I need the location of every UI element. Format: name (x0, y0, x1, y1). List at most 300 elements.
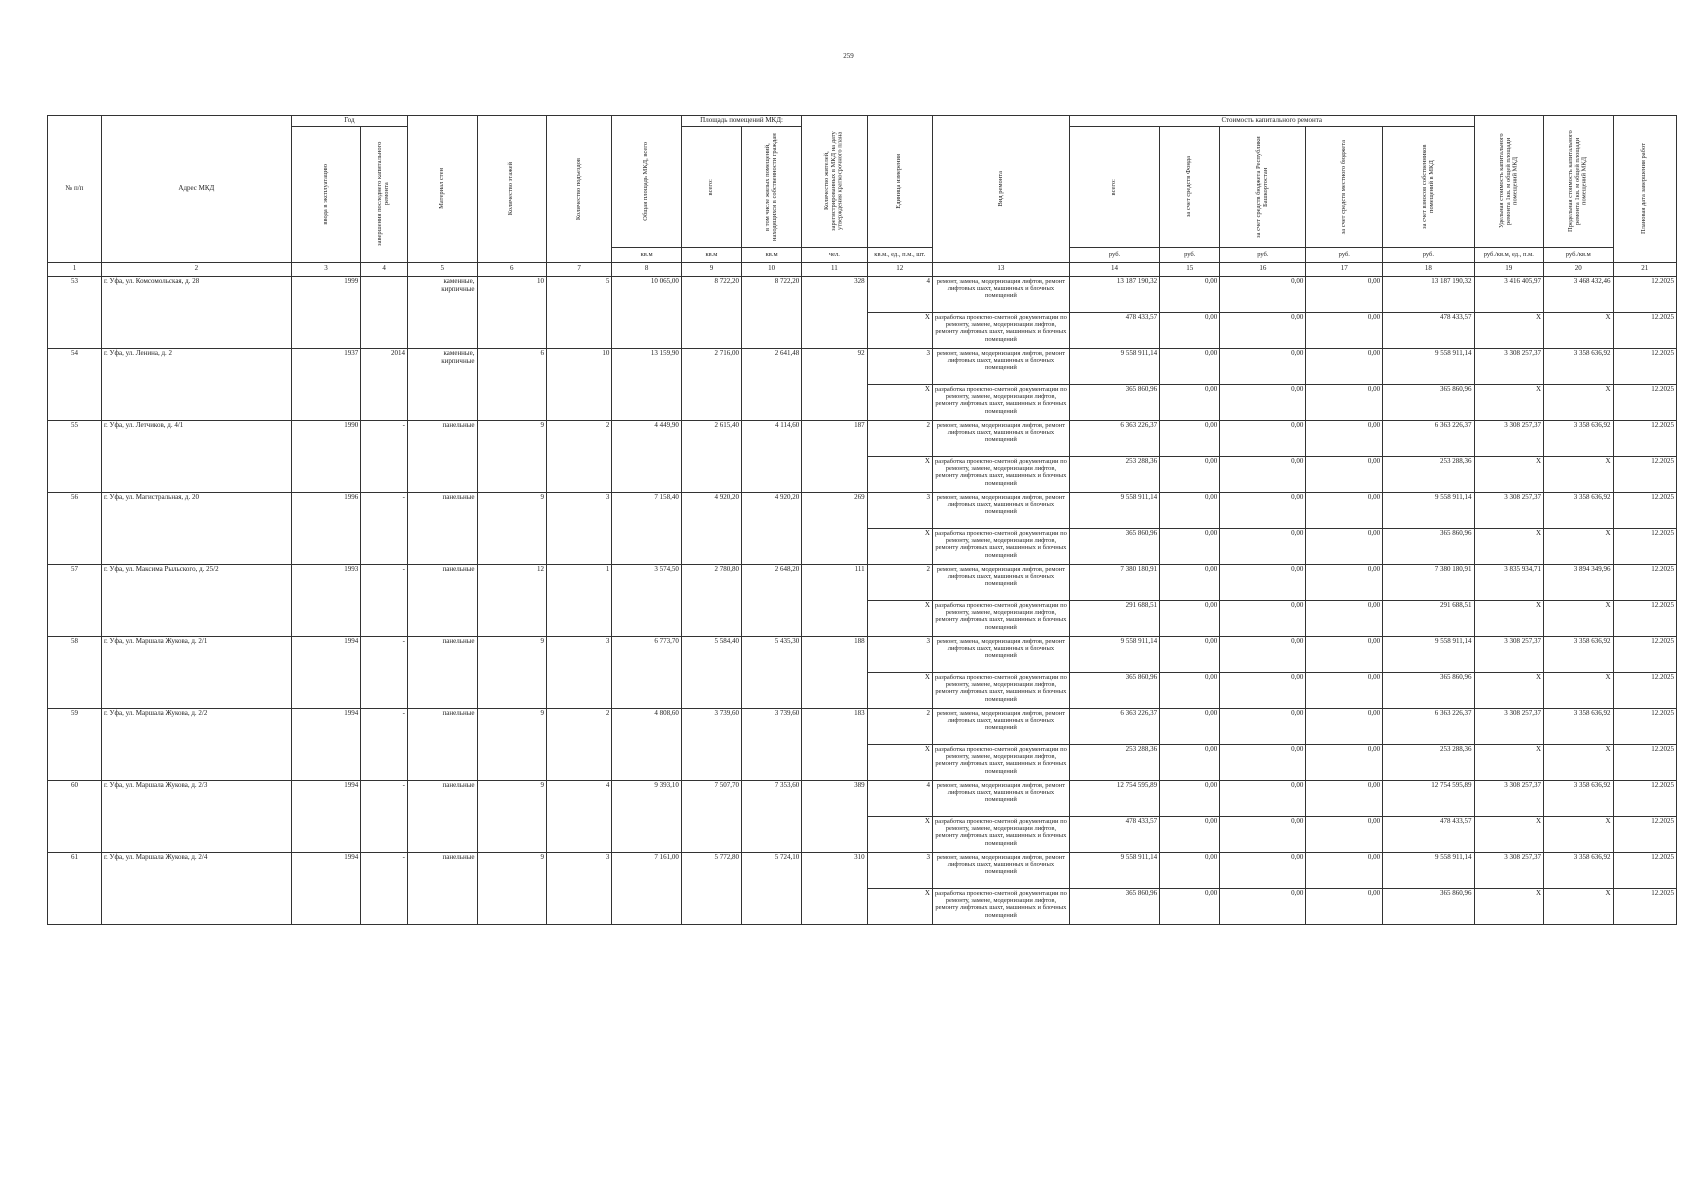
row-residents: 328 (802, 276, 867, 348)
unit-cost: X (1474, 600, 1544, 636)
row-year-built: 1990 (291, 420, 361, 492)
row-total-area: 7 161,00 (612, 852, 682, 924)
unit-area-contrib: кв.м (742, 247, 802, 262)
column-number: 9 (681, 262, 741, 276)
header-residents: Количество жителей, зарегистрированных в МКД на дату утверждения краткосрочного плана (823, 131, 844, 232)
cost-fund: 0,00 (1160, 348, 1220, 384)
cost-local: 0,00 (1306, 888, 1383, 924)
cost-total: 365 860,96 (1069, 672, 1159, 708)
header-address: Адрес МКД (101, 116, 291, 263)
cost-republic: 0,00 (1220, 384, 1306, 420)
row-year-built: 1994 (291, 852, 361, 924)
cost-owners: 253 288,36 (1383, 744, 1474, 780)
row-floors: 9 (477, 492, 547, 564)
cost-republic: 0,00 (1220, 420, 1306, 456)
row-number: 61 (48, 852, 102, 924)
column-number: 13 (932, 262, 1069, 276)
work-type: ремонт, замена, модернизация лифтов, ремонт лифтовых шахт, машинных и блочных помещений (932, 348, 1069, 384)
work-unit: X (867, 672, 932, 708)
row-floors: 9 (477, 708, 547, 780)
cost-owners: 9 558 911,14 (1383, 636, 1474, 672)
row-area-contrib: 4 114,60 (742, 420, 802, 492)
plan-date: 12.2025 (1613, 528, 1676, 564)
header-cost-republic: за счет средств бюджета Республики Башкортостан (1255, 136, 1269, 238)
row-total-area: 10 065,00 (612, 276, 682, 348)
cost-republic: 0,00 (1220, 492, 1306, 528)
unit-area-all: кв.м (681, 247, 741, 262)
cost-fund: 0,00 (1160, 600, 1220, 636)
limit-cost: 3 358 636,92 (1544, 780, 1614, 816)
row-address: г. Уфа, ул. Максима Рыльского, д. 25/2 (101, 564, 291, 636)
cost-total: 478 433,57 (1069, 312, 1159, 348)
row-entrances: 10 (547, 348, 612, 420)
row-number: 55 (48, 420, 102, 492)
row-year-built: 1994 (291, 708, 361, 780)
row-floors: 10 (477, 276, 547, 348)
header-cost-owners: за счет взносов собственников помещений в МКД (1420, 144, 1435, 230)
row-number: 53 (48, 276, 102, 348)
table-row (48, 276, 1677, 312)
row-year-repair: - (361, 420, 408, 492)
work-unit: X (867, 456, 932, 492)
unit-cost-fund: руб. (1160, 247, 1220, 262)
row-residents: 111 (802, 564, 867, 636)
row-wall-material: панельные (408, 636, 478, 708)
cost-republic: 0,00 (1220, 708, 1306, 744)
limit-cost: X (1544, 600, 1614, 636)
cost-fund: 0,00 (1160, 276, 1220, 312)
plan-date: 12.2025 (1613, 276, 1676, 312)
row-area-contrib: 5 435,30 (742, 636, 802, 708)
cost-total: 6 363 226,37 (1069, 708, 1159, 744)
cost-republic: 0,00 (1220, 816, 1306, 852)
header-year-last-repair: завершения последнего капитального ремонта (376, 142, 391, 247)
cost-republic: 0,00 (1220, 600, 1306, 636)
row-address: г. Уфа, ул. Маршала Жукова, д. 2/1 (101, 636, 291, 708)
cost-local: 0,00 (1306, 492, 1383, 528)
unit-cost: 3 308 257,37 (1474, 348, 1544, 384)
header-cost-group: Стоимость капитального ремонта (1069, 116, 1474, 127)
row-residents: 187 (802, 420, 867, 492)
table-row (48, 564, 1677, 600)
row-area-contrib: 4 920,20 (742, 492, 802, 564)
row-residents: 92 (802, 348, 867, 420)
table-row (48, 636, 1677, 672)
work-unit: X (867, 384, 932, 420)
row-total-area: 7 158,40 (612, 492, 682, 564)
unit-cost: 3 308 257,37 (1474, 636, 1544, 672)
unit-cost: 3 308 257,37 (1474, 708, 1544, 744)
column-number: 17 (1306, 262, 1383, 276)
cost-owners: 365 860,96 (1383, 672, 1474, 708)
unit-cost: 3 835 934,71 (1474, 564, 1544, 600)
column-number: 11 (802, 262, 867, 276)
cost-total: 365 860,96 (1069, 888, 1159, 924)
work-unit: 2 (867, 420, 932, 456)
header-year-group: Год (291, 116, 407, 127)
header-year-commission: ввода в эксплуатацию (321, 164, 329, 225)
cost-owners: 478 433,57 (1383, 312, 1474, 348)
cost-owners: 12 754 595,89 (1383, 780, 1474, 816)
limit-cost: X (1544, 816, 1614, 852)
cost-fund: 0,00 (1160, 708, 1220, 744)
header-area-contrib: в том числе жилых помещений, находящихся в собственности граждан (763, 132, 778, 241)
cost-local: 0,00 (1306, 420, 1383, 456)
cost-local: 0,00 (1306, 780, 1383, 816)
cost-fund: 0,00 (1160, 312, 1220, 348)
cost-fund: 0,00 (1160, 816, 1220, 852)
row-residents: 269 (802, 492, 867, 564)
cost-republic: 0,00 (1220, 456, 1306, 492)
row-address: г. Уфа, ул. Ленина, д. 2 (101, 348, 291, 420)
cost-republic: 0,00 (1220, 672, 1306, 708)
row-area-all: 7 507,70 (681, 780, 741, 852)
work-type: ремонт, замена, модернизация лифтов, ремонт лифтовых шахт, машинных и блочных помещений (932, 780, 1069, 816)
unit-cost: X (1474, 312, 1544, 348)
plan-date: 12.2025 (1613, 492, 1676, 528)
table-row (48, 852, 1677, 888)
work-unit: X (867, 312, 932, 348)
limit-cost: X (1544, 744, 1614, 780)
row-entrances: 3 (547, 636, 612, 708)
row-area-all: 2 780,80 (681, 564, 741, 636)
column-number: 16 (1220, 262, 1306, 276)
row-floors: 6 (477, 348, 547, 420)
work-unit: 2 (867, 564, 932, 600)
row-year-built: 1994 (291, 636, 361, 708)
header-cost-total: всего: (1110, 178, 1118, 196)
work-type: ремонт, замена, модернизация лифтов, ремонт лифтовых шахт, машинных и блочных помещений (932, 852, 1069, 888)
column-number: 2 (101, 262, 291, 276)
cost-republic: 0,00 (1220, 744, 1306, 780)
header-unit-cost: Удельная стоимость капитального ремонта 1кв. м общей площади помещений МКД (1497, 134, 1519, 229)
row-wall-material: панельные (408, 780, 478, 852)
row-area-all: 8 722,20 (681, 276, 741, 348)
column-number: 18 (1383, 262, 1474, 276)
cost-owners: 365 860,96 (1383, 528, 1474, 564)
row-total-area: 13 159,90 (612, 348, 682, 420)
column-number: 19 (1474, 262, 1544, 276)
unit-cost-republic: руб. (1220, 247, 1306, 262)
work-unit: X (867, 888, 932, 924)
row-year-repair (361, 276, 408, 348)
cost-owners: 9 558 911,14 (1383, 852, 1474, 888)
plan-date: 12.2025 (1613, 564, 1676, 600)
row-area-contrib: 8 722,20 (742, 276, 802, 348)
cost-fund: 0,00 (1160, 420, 1220, 456)
cost-republic: 0,00 (1220, 888, 1306, 924)
work-type: разработка проектно-сметной документации по ремонту, замене, модернизации лифтов, ремонту лифтовых шахт, машинных и блочных помещений (932, 744, 1069, 780)
cost-local: 0,00 (1306, 528, 1383, 564)
column-number: 12 (867, 262, 932, 276)
cost-republic: 0,00 (1220, 852, 1306, 888)
cost-republic: 0,00 (1220, 276, 1306, 312)
row-number: 56 (48, 492, 102, 564)
header-area-all: всего: (707, 178, 715, 196)
unit-cost: X (1474, 888, 1544, 924)
work-unit: X (867, 816, 932, 852)
row-floors: 12 (477, 564, 547, 636)
row-entrances: 5 (547, 276, 612, 348)
plan-date: 12.2025 (1613, 384, 1676, 420)
cost-owners: 9 558 911,14 (1383, 492, 1474, 528)
cost-fund: 0,00 (1160, 384, 1220, 420)
row-year-built: 1993 (291, 564, 361, 636)
header-area-group: Площадь помещений МКД: (681, 116, 801, 127)
work-type: ремонт, замена, модернизация лифтов, ремонт лифтовых шахт, машинных и блочных помещений (932, 420, 1069, 456)
row-wall-material: панельные (408, 852, 478, 924)
column-number: 20 (1544, 262, 1614, 276)
column-number: 21 (1613, 262, 1676, 276)
row-year-built: 1937 (291, 348, 361, 420)
row-entrances: 2 (547, 420, 612, 492)
plan-date: 12.2025 (1613, 348, 1676, 384)
cost-fund: 0,00 (1160, 852, 1220, 888)
row-number: 60 (48, 780, 102, 852)
plan-date: 12.2025 (1613, 780, 1676, 816)
plan-date: 12.2025 (1613, 708, 1676, 744)
cost-total: 253 288,36 (1069, 456, 1159, 492)
row-address: г. Уфа, ул. Маршала Жукова, д. 2/2 (101, 708, 291, 780)
header-cost-fund: за счет средств Фонда (1185, 156, 1193, 218)
plan-date: 12.2025 (1613, 816, 1676, 852)
cost-owners: 9 558 911,14 (1383, 348, 1474, 384)
limit-cost: 3 358 636,92 (1544, 420, 1614, 456)
row-year-repair: 2014 (361, 348, 408, 420)
table-row (48, 420, 1677, 456)
row-total-area: 9 393,10 (612, 780, 682, 852)
unit-cost: 3 308 257,37 (1474, 492, 1544, 528)
table-row (48, 708, 1677, 744)
work-unit: 3 (867, 492, 932, 528)
cost-republic: 0,00 (1220, 348, 1306, 384)
cost-local: 0,00 (1306, 636, 1383, 672)
table-row (48, 780, 1677, 816)
header-no: № п/п (48, 116, 102, 263)
cost-fund: 0,00 (1160, 492, 1220, 528)
row-area-all: 2 716,00 (681, 348, 741, 420)
row-residents: 389 (802, 780, 867, 852)
cost-total: 365 860,96 (1069, 528, 1159, 564)
unit-cost: X (1474, 816, 1544, 852)
row-residents: 188 (802, 636, 867, 708)
row-year-built: 1996 (291, 492, 361, 564)
unit-total-area: кв.м (612, 247, 682, 262)
column-number: 4 (361, 262, 408, 276)
row-year-repair: - (361, 636, 408, 708)
row-total-area: 4 808,60 (612, 708, 682, 780)
unit-cost: 3 308 257,37 (1474, 780, 1544, 816)
cost-local: 0,00 (1306, 564, 1383, 600)
row-number: 57 (48, 564, 102, 636)
cost-local: 0,00 (1306, 816, 1383, 852)
unit-cost-owners: руб. (1383, 247, 1474, 262)
column-number: 15 (1160, 262, 1220, 276)
cost-total: 253 288,36 (1069, 744, 1159, 780)
cost-total: 365 860,96 (1069, 384, 1159, 420)
row-address: г. Уфа, ул. Маршала Жукова, д. 2/3 (101, 780, 291, 852)
row-entrances: 2 (547, 708, 612, 780)
work-unit: 4 (867, 780, 932, 816)
row-wall-material: панельные (408, 564, 478, 636)
work-type: ремонт, замена, модернизация лифтов, ремонт лифтовых шахт, машинных и блочных помещений (932, 492, 1069, 528)
cost-local: 0,00 (1306, 744, 1383, 780)
cost-owners: 478 433,57 (1383, 816, 1474, 852)
work-unit: X (867, 528, 932, 564)
cost-local: 0,00 (1306, 348, 1383, 384)
header-cost-local: за счет средств местного бюджета (1339, 139, 1347, 234)
unit-unit-measure: кв.м., ед., п.м., шт. (867, 247, 932, 262)
row-year-repair: - (361, 852, 408, 924)
cost-total: 478 433,57 (1069, 816, 1159, 852)
limit-cost: X (1544, 312, 1614, 348)
row-number: 59 (48, 708, 102, 780)
row-entrances: 3 (547, 492, 612, 564)
cost-owners: 6 363 226,37 (1383, 420, 1474, 456)
cost-owners: 365 860,96 (1383, 384, 1474, 420)
plan-date: 12.2025 (1613, 636, 1676, 672)
plan-date: 12.2025 (1613, 312, 1676, 348)
work-unit: 3 (867, 852, 932, 888)
cost-fund: 0,00 (1160, 564, 1220, 600)
row-entrances: 3 (547, 852, 612, 924)
row-area-all: 3 739,60 (681, 708, 741, 780)
header-plan-date: Плановая дата завершения работ (1640, 143, 1648, 235)
column-number: 6 (477, 262, 547, 276)
limit-cost: 3 358 636,92 (1544, 348, 1614, 384)
table-row (48, 348, 1677, 384)
cost-fund: 0,00 (1160, 636, 1220, 672)
work-type: разработка проектно-сметной документации по ремонту, замене, модернизации лифтов, ремонту лифтовых шахт, машинных и блочных помещений (932, 888, 1069, 924)
plan-date: 12.2025 (1613, 744, 1676, 780)
cost-total: 9 558 911,14 (1069, 852, 1159, 888)
work-unit: X (867, 600, 932, 636)
row-year-repair: - (361, 708, 408, 780)
limit-cost: 3 358 636,92 (1544, 708, 1614, 744)
row-number: 58 (48, 636, 102, 708)
row-year-repair: - (361, 780, 408, 852)
column-number: 1 (48, 262, 102, 276)
cost-total: 9 558 911,14 (1069, 348, 1159, 384)
work-type: ремонт, замена, модернизация лифтов, ремонт лифтовых шахт, машинных и блочных помещений (932, 636, 1069, 672)
row-entrances: 1 (547, 564, 612, 636)
cost-fund: 0,00 (1160, 528, 1220, 564)
limit-cost: 3 894 349,96 (1544, 564, 1614, 600)
header-floors: Количество этажей (507, 162, 515, 216)
row-total-area: 4 449,90 (612, 420, 682, 492)
unit-cost: X (1474, 456, 1544, 492)
limit-cost: 3 358 636,92 (1544, 636, 1614, 672)
cost-republic: 0,00 (1220, 564, 1306, 600)
work-type: ремонт, замена, модернизация лифтов, ремонт лифтовых шахт, машинных и блочных помещений (932, 564, 1069, 600)
unit-cost: 3 308 257,37 (1474, 852, 1544, 888)
row-wall-material: панельные (408, 492, 478, 564)
cost-total: 9 558 911,14 (1069, 636, 1159, 672)
capital-repair-table (47, 115, 1677, 925)
column-number: 7 (547, 262, 612, 276)
unit-unit-cost: руб./кв.м, ед., п.м. (1474, 247, 1544, 262)
cost-owners: 6 363 226,37 (1383, 708, 1474, 744)
unit-limit-cost: руб./кв.м (1544, 247, 1614, 262)
row-year-built: 1994 (291, 780, 361, 852)
plan-date: 12.2025 (1613, 456, 1676, 492)
work-type: разработка проектно-сметной документации по ремонту, замене, модернизации лифтов, ремонту лифтовых шахт, машинных и блочных помещений (932, 456, 1069, 492)
column-number: 3 (291, 262, 361, 276)
work-type: разработка проектно-сметной документации по ремонту, замене, модернизации лифтов, ремонту лифтовых шахт, машинных и блочных помещений (932, 816, 1069, 852)
limit-cost: 3 358 636,92 (1544, 492, 1614, 528)
row-floors: 9 (477, 852, 547, 924)
unit-cost: X (1474, 672, 1544, 708)
table-header (48, 116, 1677, 263)
column-number: 14 (1069, 262, 1159, 276)
plan-date: 12.2025 (1613, 420, 1676, 456)
cost-total: 6 363 226,37 (1069, 420, 1159, 456)
header-unit-measure: Единица измерения (895, 154, 903, 209)
row-wall-material: каменные, кирпичные (408, 276, 478, 348)
work-type: разработка проектно-сметной документации по ремонту, замене, модернизации лифтов, ремонту лифтовых шахт, машинных и блочных помещений (932, 672, 1069, 708)
column-number: 8 (612, 262, 682, 276)
unit-cost: X (1474, 528, 1544, 564)
cost-owners: 291 688,51 (1383, 600, 1474, 636)
work-unit: X (867, 744, 932, 780)
plan-date: 12.2025 (1613, 600, 1676, 636)
cost-total: 7 380 180,91 (1069, 564, 1159, 600)
work-unit: 3 (867, 348, 932, 384)
limit-cost: 3 468 432,46 (1544, 276, 1614, 312)
work-unit: 3 (867, 636, 932, 672)
row-floors: 9 (477, 420, 547, 492)
plan-date: 12.2025 (1613, 852, 1676, 888)
cost-local: 0,00 (1306, 852, 1383, 888)
work-type: ремонт, замена, модернизация лифтов, ремонт лифтовых шахт, машинных и блочных помещений (932, 276, 1069, 312)
column-number: 10 (742, 262, 802, 276)
cost-fund: 0,00 (1160, 744, 1220, 780)
cost-owners: 13 187 190,32 (1383, 276, 1474, 312)
cost-fund: 0,00 (1160, 672, 1220, 708)
work-unit: 2 (867, 708, 932, 744)
limit-cost: X (1544, 672, 1614, 708)
work-type: разработка проектно-сметной документации по ремонту, замене, модернизации лифтов, ремонту лифтовых шахт, машинных и блочных помещений (932, 312, 1069, 348)
cost-local: 0,00 (1306, 384, 1383, 420)
row-area-all: 5 772,80 (681, 852, 741, 924)
row-address: г. Уфа, ул. Маршала Жукова, д. 2/4 (101, 852, 291, 924)
row-area-contrib: 2 648,20 (742, 564, 802, 636)
cost-republic: 0,00 (1220, 312, 1306, 348)
row-residents: 183 (802, 708, 867, 780)
limit-cost: X (1544, 888, 1614, 924)
plan-date: 12.2025 (1613, 888, 1676, 924)
plan-date: 12.2025 (1613, 672, 1676, 708)
work-type: ремонт, замена, модернизация лифтов, ремонт лифтовых шахт, машинных и блочных помещений (932, 708, 1069, 744)
cost-local: 0,00 (1306, 456, 1383, 492)
row-year-repair: - (361, 492, 408, 564)
column-number: 5 (408, 262, 478, 276)
row-total-area: 6 773,70 (612, 636, 682, 708)
cost-fund: 0,00 (1160, 780, 1220, 816)
row-wall-material: каменные, кирпичные (408, 348, 478, 420)
row-address: г. Уфа, ул. Летчиков, д. 4/1 (101, 420, 291, 492)
work-type: разработка проектно-сметной документации по ремонту, замене, модернизации лифтов, ремонту лифтовых шахт, машинных и блочных помещений (932, 528, 1069, 564)
cost-republic: 0,00 (1220, 528, 1306, 564)
work-type: разработка проектно-сметной документации по ремонту, замене, модернизации лифтов, ремонту лифтовых шахт, машинных и блочных помещений (932, 384, 1069, 420)
page-number: 259 (843, 52, 854, 60)
cost-local: 0,00 (1306, 276, 1383, 312)
row-number: 54 (48, 348, 102, 420)
row-total-area: 3 574,50 (612, 564, 682, 636)
row-address: г. Уфа, ул. Комсомольская, д. 28 (101, 276, 291, 348)
unit-cost-total: руб. (1069, 247, 1159, 262)
row-area-contrib: 5 724,10 (742, 852, 802, 924)
